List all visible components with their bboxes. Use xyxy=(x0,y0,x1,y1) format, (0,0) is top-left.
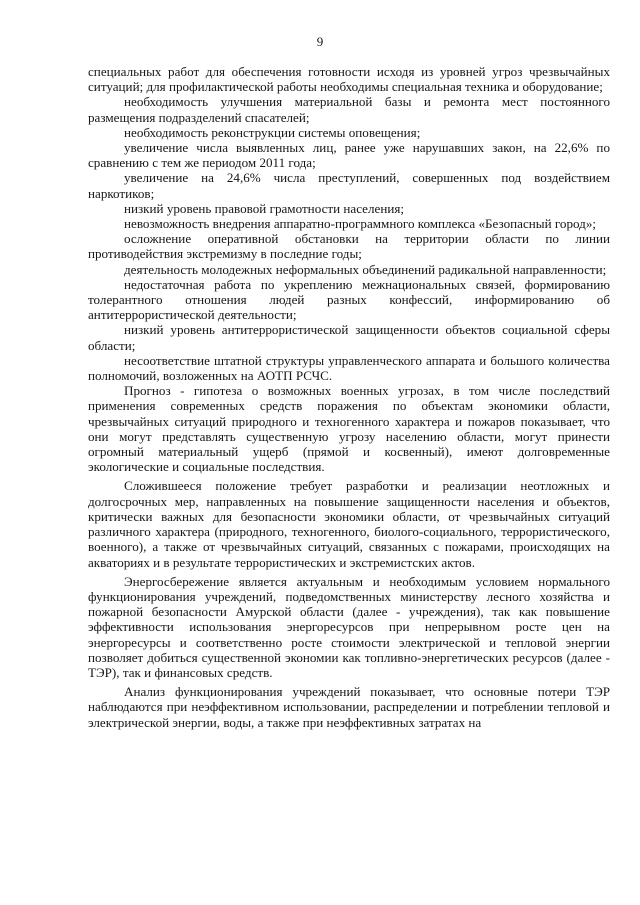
paragraph: увеличение на 24,6% числа преступлений, совершенных под воздействием наркотиков; xyxy=(88,170,610,201)
paragraph: Прогноз - гипотеза о возможных военных угрозах, в том числе последствий применения современных средств поражения по объектам экономики области, чрезвычайных ситуаций природного и техногенного характера и пожаров показывает, что они могут представлять существенную угрозу населению области, могут принести огромный материальный ущерб (прямой и косвенный), имеют долговременные экологические и социальные последствия. xyxy=(88,383,610,475)
paragraph: Анализ функционирования учреждений показывает, что основные потери ТЭР наблюдаются при неэффективном использовании, распределении и потреблении тепловой и электрической энергии, воды, а также при неэффективных затратах на xyxy=(88,684,610,730)
paragraph: необходимость улучшения материальной базы и ремонта мест постоянного размещения подразделений спасателей; xyxy=(88,94,610,125)
paragraph: необходимость реконструкции системы оповещения; xyxy=(124,124,421,140)
paragraph: низкий уровень правовой грамотности населения; xyxy=(124,200,405,216)
paragraph: невозможность внедрения аппаратно-программного комплекса «Безопасный город»; xyxy=(124,216,597,232)
paragraph: специальных работ для обеспечения готовности исходя из уровней угроз чрезвычайных ситуаций; для профилактической работы необходимы специальная техника и оборудование; xyxy=(88,64,610,95)
paragraph: низкий уровень антитеррористической защищенности объектов социальной сферы области; xyxy=(88,322,610,353)
paragraph: Энергосбережение является актуальным и необходимым условием нормального функционирования учреждений, подведомственных министерству лесного хозяйства и пожарной безопасности Амурской области (далее - учреждения), так как повышение эффективности использования энергоресурсов при непрерывном росте цен на энергоресурсы и соответственно росте стоимости электрической и тепловой энергии позволяет добиться существенной экономии как топливно-энергетических ресурсов (далее - ТЭР), так и финансовых средств. xyxy=(88,573,610,680)
paragraph: несоответствие штатной структуры управленческого аппарата и большого количества полномочий, возложенных на АОТП РСЧС. xyxy=(88,352,610,384)
paragraph: Сложившееся положение требует разработки и реализации неотложных и долгосрочных мер, направленных на повышение защищенности населения и объектов, критически важных для безопасности экономики области, от чрезвычайных ситуаций различного характера (природного, техногенного, биолого-социального, террористического, военного), а также от чрезвычайных ситуаций, связанных с пожарами, происходящих на акваториях и в результате террористических и экстремистских актов. xyxy=(88,478,610,570)
paragraph: осложнение оперативной обстановки на территории области по линии противодействия экстремизму в последние годы; xyxy=(88,231,610,262)
paragraph: увеличение числа выявленных лиц, ранее уже нарушавших закон, на 22,6% по сравнению с тем же периодом 2011 года; xyxy=(88,140,610,171)
paragraph: недостаточная работа по укреплению межнациональных связей, формированию толерантного отношения людей разных конфессий, информированию об антитеррористической деятельности; xyxy=(88,276,610,323)
document-body xyxy=(88,64,610,730)
page-number: 9 xyxy=(316,34,324,49)
paragraph: деятельность молодежных неформальных объединений радикальной направленности; xyxy=(124,261,607,277)
